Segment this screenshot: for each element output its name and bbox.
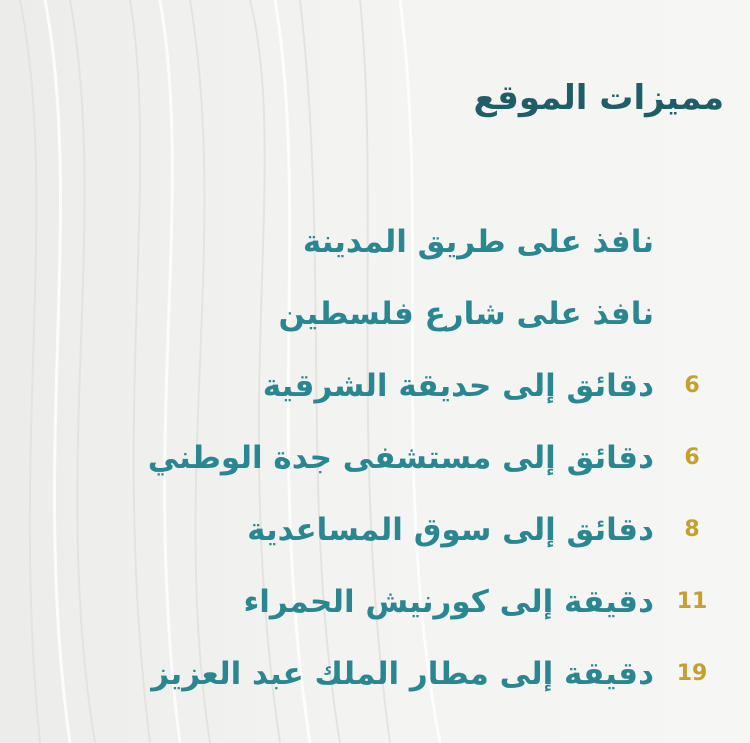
minutes-number: 19: [676, 661, 708, 686]
minutes-number: 6: [684, 445, 700, 470]
feature-text: نافذ على شارع فلسطين: [278, 296, 654, 332]
feature-text: دقائق إلى سوق المساعدية: [247, 512, 654, 548]
minutes-number: 11: [676, 589, 708, 614]
list-item: [34, 642, 708, 714]
minutes-number: 8: [684, 517, 700, 542]
list-item: [34, 210, 654, 282]
feature-text: دقيقة إلى كورنيش الحمراء: [243, 584, 654, 620]
page-title: مميزات الموقع: [473, 78, 724, 118]
feature-text: دقائق إلى مستشفى جدة الوطني: [147, 440, 654, 476]
list-item: [34, 570, 708, 642]
feature-text: دقائق إلى حديقة الشرقية: [262, 368, 654, 404]
feature-text: دقيقة إلى مطار الملك عبد العزيز: [151, 656, 654, 692]
list-item: [34, 354, 700, 426]
list-item: [34, 426, 700, 498]
minutes-number: 6: [684, 373, 700, 398]
feature-text: نافذ على طريق المدينة: [302, 224, 654, 260]
features-list: [34, 210, 708, 714]
list-item: [34, 282, 654, 354]
list-item: [34, 498, 700, 570]
